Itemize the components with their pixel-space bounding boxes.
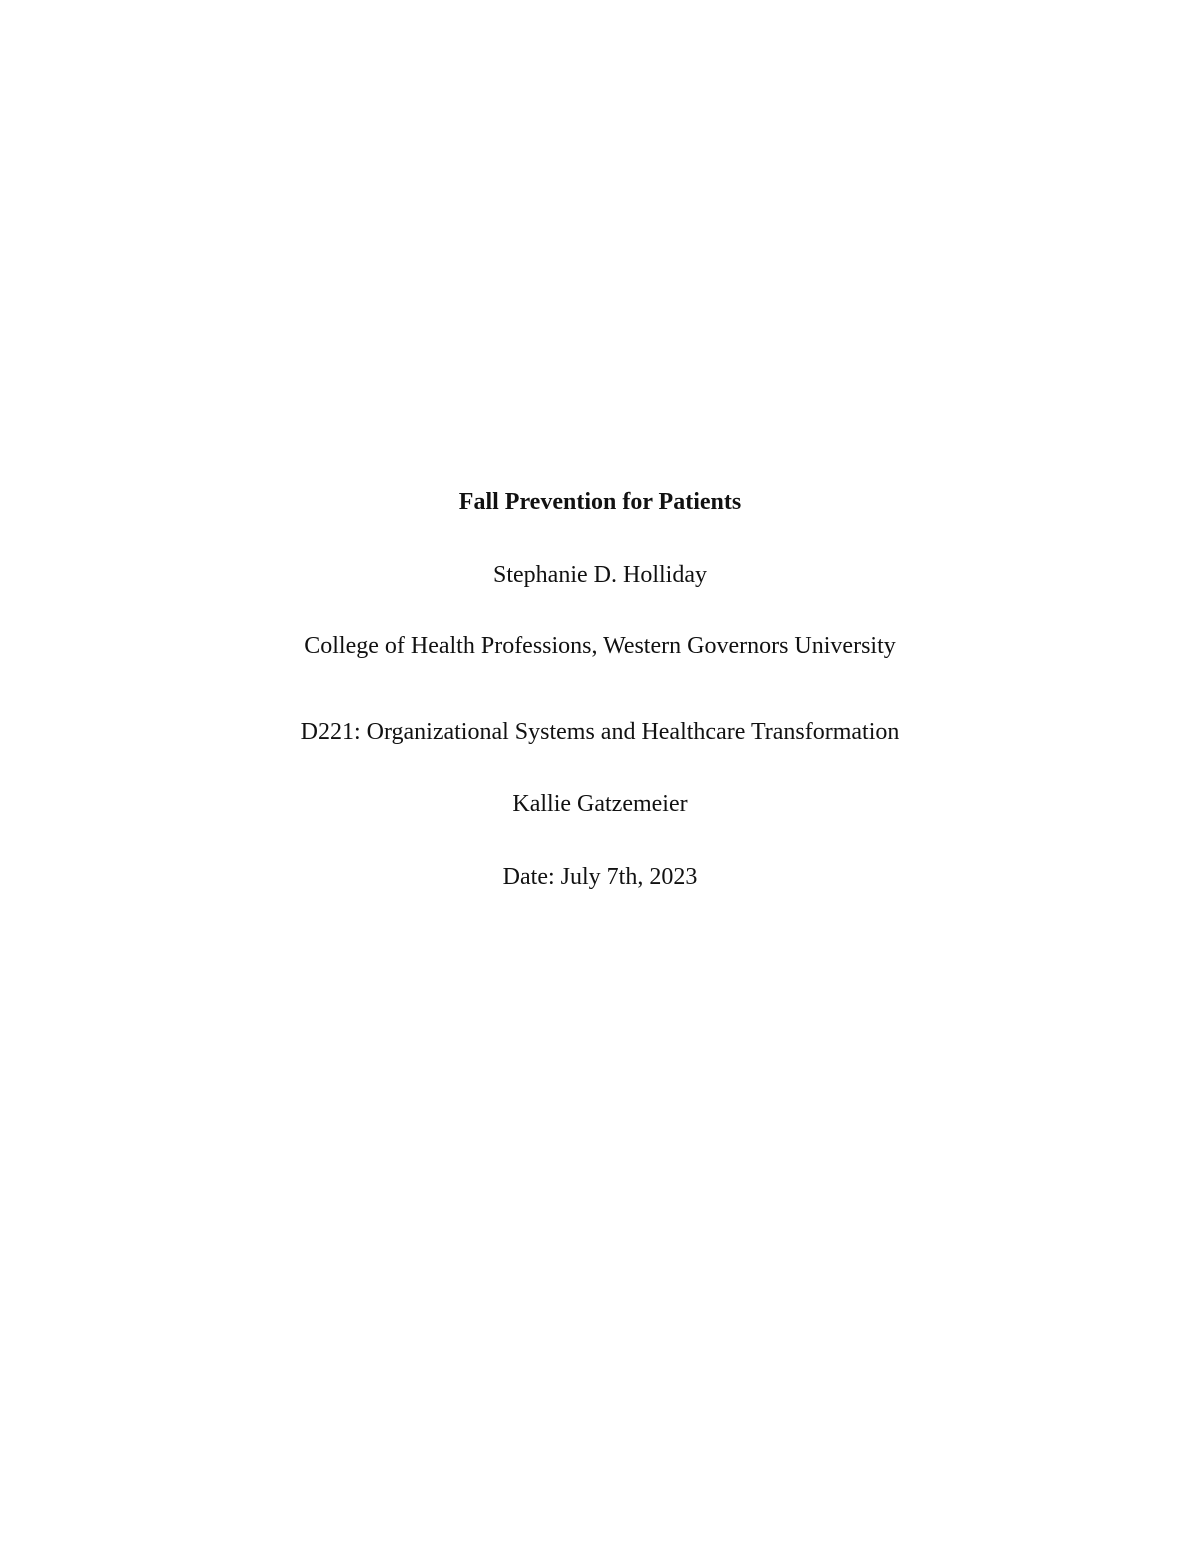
- document-date: Date: July 7th, 2023: [502, 864, 698, 890]
- instructor-name: Kallie Gatzemeier: [512, 791, 688, 817]
- document-title: Fall Prevention for Patients: [458, 489, 742, 515]
- course-name: D221: Organizational Systems and Healthcare Transformation: [300, 719, 900, 745]
- institution-name: College of Health Professions, Western Governors University: [304, 633, 896, 659]
- author-name: Stephanie D. Holliday: [493, 562, 707, 588]
